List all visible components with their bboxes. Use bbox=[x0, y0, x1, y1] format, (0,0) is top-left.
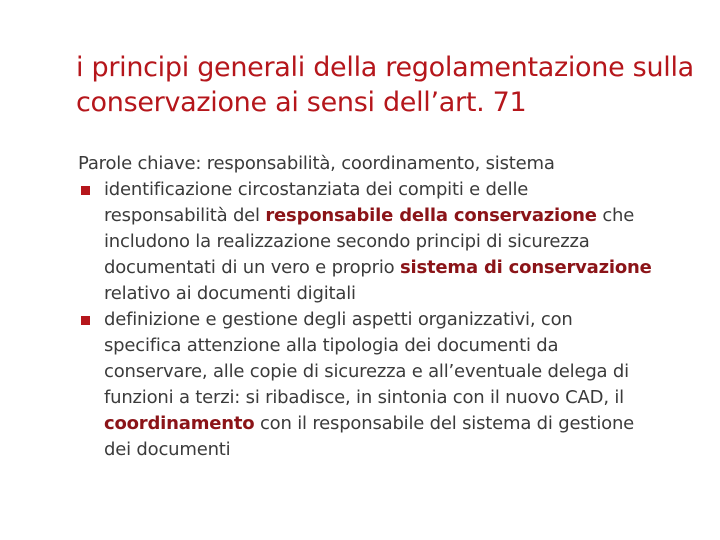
bullet-2-line-3: conservare, alle copie di sicurezza e all’eventuale delega di bbox=[104, 361, 629, 382]
bullet-1-line-5: relativo ai documenti digitali bbox=[104, 283, 356, 304]
bullet-item-2 bbox=[78, 307, 698, 463]
highlight-coordinamento: coordinamento bbox=[104, 413, 255, 434]
slide-title bbox=[76, 50, 696, 120]
bullet-1-line-2 bbox=[104, 203, 698, 229]
bullet-item-1 bbox=[78, 177, 698, 307]
bullet-1-text: che bbox=[596, 205, 635, 226]
slide-body bbox=[78, 151, 698, 463]
bullet-1-text: responsabilità del bbox=[104, 205, 266, 226]
highlight-responsabile: responsabile della conservazione bbox=[265, 205, 597, 226]
bullet-2-text: con il responsabile del sistema di gestione bbox=[254, 413, 635, 434]
square-bullet-icon bbox=[81, 186, 90, 195]
bullet-2-line-6: dei documenti bbox=[104, 439, 231, 460]
bullet-1-line-1: identificazione circostanziata dei compiti e delle bbox=[104, 179, 529, 200]
keywords-line: Parole chiave: responsabilità, coordinamento, sistema bbox=[78, 153, 555, 174]
bullet-2-line-5 bbox=[104, 411, 698, 437]
bullet-1-line-3: includono la realizzazione secondo principi di sicurezza bbox=[104, 231, 590, 252]
highlight-sistema: sistema di conservazione bbox=[399, 257, 652, 278]
title-line-1: i principi generali della regolamentazione sulla bbox=[76, 52, 694, 83]
bullet-1-text: documentati di un vero e proprio bbox=[104, 257, 400, 278]
title-line-2: conservazione ai sensi dell’art. 71 bbox=[76, 87, 527, 118]
bullet-2-line-1: definizione e gestione degli aspetti organizzativi, con bbox=[104, 309, 573, 330]
bullet-2-line-4: funzioni a terzi: si ribadisce, in sintonia con il nuovo CAD, il bbox=[104, 387, 624, 408]
bullet-1-line-4 bbox=[104, 255, 698, 281]
bullet-2-line-2: specifica attenzione alla tipologia dei documenti da bbox=[104, 335, 559, 356]
square-bullet-icon bbox=[81, 316, 90, 325]
